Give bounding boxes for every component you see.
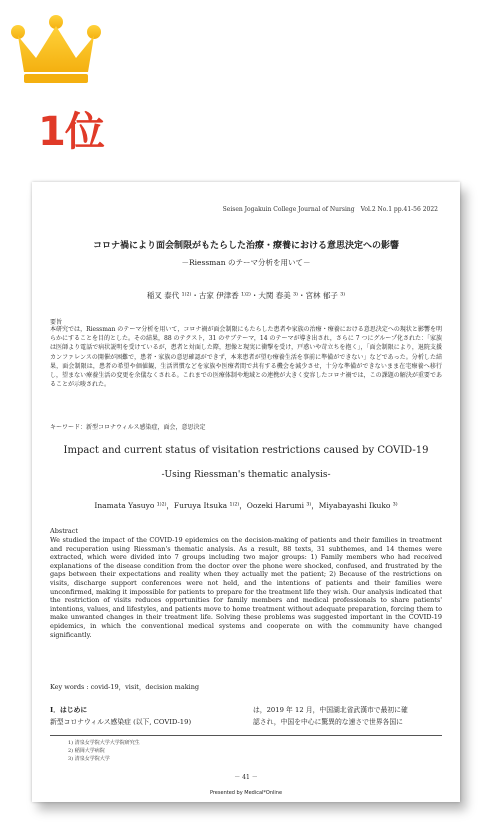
abstract-jp: 本研究では，Riessman のテーマ分析を用いて，コロナ禍が面会制限にもたらした患者や家族の治療・療養における意思決定への現状と影響を明らかにすることを目的とした。その結果，88 のテクスト，31 のサブテーマ，14 のテーマが導き出され，さらに 7 つにグループ化された：「家族は医師より電話で病状説明を受けているが，患者と対面した際，想像と現実に衝撃を受け，戸惑いや苛立ちを抱く」，「面会制限により，退院支援カンファレンスの開催が困難で，患者・家族の意思確認ができず，本来患者が望む療養生活を事前に準備ができない」などであった。分析した結果，面会制限は，患者の希望や価値観，生活習慣などを家族や医療者間で共有する機会を減少させ，十分な準備ができないまま在宅療養へ移行し，望まない療養生活の変更を余儀なくされる。これまでの医療体制や地域との連携が大きく変容したコロナ禍では，この課題の解決が重要であることが示唆された。	[50, 326, 442, 389]
rank-label: 1位	[38, 109, 104, 155]
subtitle-jp: －Riessman のテーマ分析を用いて－	[181, 258, 311, 267]
body-text-right-2: 認され，中国を中心に驚異的な速さで世界各国に	[253, 718, 403, 726]
presented-by: Presented by Medical*Online	[209, 790, 283, 796]
crown-icon	[10, 14, 102, 86]
title-en: Impact and current status of visitation restrictions caused by COVID-19	[63, 445, 429, 456]
authors-en: Inamata Yasuyo ¹⁾²⁾，Furuya Itsuka ¹⁾²⁾，Oozeki Harumi ³⁾，Miyabayashi Ikuko ³⁾	[94, 501, 398, 510]
paper-page	[32, 182, 460, 802]
body-column-right	[253, 706, 443, 728]
journal-header: Seisen Jogakuin College Journal of Nursing Vol.2 No.1 pp.41-56 2022	[222, 206, 438, 213]
section-heading: Ⅰ．はじめに	[50, 706, 88, 714]
footnote-item: 2) 稲岡大学病院	[68, 748, 105, 754]
footnote-divider	[50, 735, 442, 736]
abstract-heading-en: Abstract	[50, 527, 79, 535]
keywords-jp: キーワード：新型コロナウィルス感染症，面会，意思決定	[50, 424, 206, 431]
footnotes	[68, 739, 140, 763]
abstract-en: We studied the impact of the COVID-19 epidemics on the decision-making of patients and their families in treatment and recuperation using Riessman's thematic analysis. As a result, 88 texts, 31 subthemes, and 14 themes were extracted, which were divided into 7 groups including two major groups: 1) Family members who had received explanations of the disease condition from the doctor over the phone were shocked, confused, and frustrated by the gaps between their expectations and reality when they actually met the patient; 2) Because of the restrictions on visits, discharge support conferences were not held, and the intentions of patients and their families were unconfirmed, making it impossible for patients to prepare for the treatment life they wish. Our analysis indicated that the restriction of visits reduces opportunities for family members and medical professionals to share patients' intentions, values, and lifestyles, and patients move to home treatment without adequate preparation, forcing them to make unwanted changes in their treatment life. Solving these problems was suggested important in the COVID-19 epidemics, in which the conventional medical systems and cooperate on with the community have changed significantly.	[50, 536, 442, 639]
subtitle-en: -Using Riessman's thematic analysis-	[161, 470, 331, 480]
body-text-right-1: は，2019 年 12 月，中国湖北省武漢市で最初に確	[253, 706, 408, 714]
footnote-item: 1) 清泉女学院大学大学院研究生	[68, 740, 140, 746]
body-text-left: 新型コロナウィルス感染症 (以下, COVID-19)	[50, 718, 192, 726]
page-number: － 41 －	[234, 774, 258, 781]
title-jp: コロナ禍により面会制限がもたらした治療・療養における意思決定への影響	[92, 241, 399, 251]
footnote-item: 3) 清泉女学院大学	[68, 756, 110, 762]
authors-jp: 稲叉 泰代 ¹⁾²⁾・古家 伊津香 ¹⁾²⁾・大関 春美 ³⁾・宮林 郁子 ³⁾	[146, 291, 346, 300]
abstract-heading-jp: 要旨	[50, 319, 63, 326]
body-column-left	[50, 704, 245, 728]
keywords-en: Key words : covid-19，visit，decision making	[50, 683, 200, 691]
